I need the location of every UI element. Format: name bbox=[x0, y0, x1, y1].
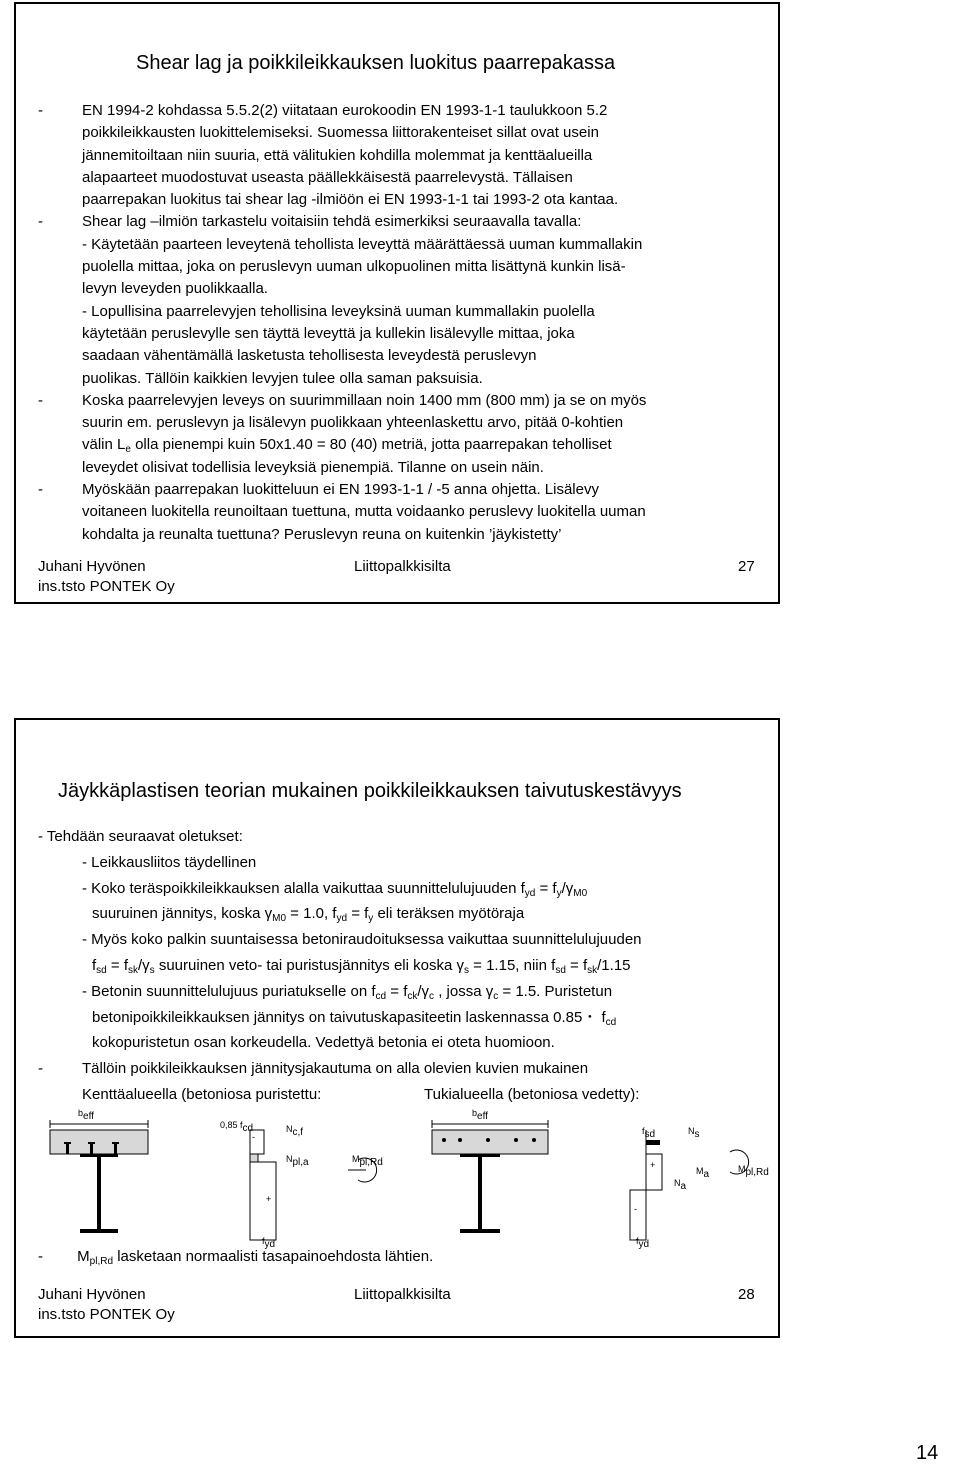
footer-topic: Liittopalkkisilta bbox=[354, 1286, 451, 1303]
beff-label: $b_{eff}$ bbox=[472, 1108, 488, 1122]
na-label: $N_a$ bbox=[674, 1178, 687, 1192]
footer-topic: Liittopalkkisilta bbox=[354, 558, 451, 575]
span-stress bbox=[250, 1130, 377, 1240]
minus-sign: - bbox=[634, 1204, 637, 1214]
bottom-flange bbox=[460, 1229, 500, 1233]
slide-28 bbox=[14, 718, 780, 1338]
text-line: - EN 1994-2 kohdassa 5.5.2(2) viitataan eurokoodin EN 1993-1-1 taulukkoon 5.2 bbox=[38, 102, 608, 119]
text-line: jännemitoiltaan niin suuria, että välitukien kohdilla molemmat ja kenttäalueilla bbox=[82, 146, 593, 164]
steel-tension bbox=[250, 1162, 276, 1240]
text-line: - Myöskään paarrepakan luokitteluun ei EN 1993-1-1 / -5 anna ohjetta. Lisälevy bbox=[38, 481, 599, 499]
slide-body bbox=[38, 824, 778, 1108]
slide-27 bbox=[14, 2, 780, 604]
mplrd-label: $M_{pl,Rd}$ bbox=[352, 1154, 383, 1168]
slide-title: Jäykkäplastisen teorian mukainen poikkileikkauksen taivutuskestävyys bbox=[58, 780, 682, 802]
steel-compression bbox=[630, 1190, 646, 1240]
rebar bbox=[532, 1138, 536, 1142]
text-line: poikkileikkausten luokittelemiseksi. Suomessa liittorakenteiset sillat ovat usein bbox=[82, 124, 599, 142]
rebar bbox=[486, 1138, 490, 1142]
text-line: välin $L_e$ olla pienempi kuin 50x1.40 = 80 (40) metriä, jotta paarrepakan teholliset bbox=[82, 436, 612, 456]
slide-title: Shear lag ja poikkileikkauksen luokitus paarrepakassa bbox=[136, 52, 616, 74]
web bbox=[97, 1157, 101, 1229]
bullet-line: - Tällöin poikkileikkauksen jännitysjakautuma on alla olevien kuvien mukainen bbox=[38, 1060, 589, 1078]
bullet-line: - Betonin suunnittelulujuus puriatukselle on $f_{cd} = f_{ck}/\gamma_c$ , jossa $\gamma_c = 1.5$. Puristetun bbox=[82, 982, 613, 1002]
bullet-line: Kenttäalueella (betoniosa puristettu: Tukialueella (betoniosa vedetty): bbox=[82, 1085, 640, 1103]
text-line: paarrepakan luokitus tai shear lag -ilmiöön ei EN 1993-1-1 tai 1993-2 ota kantaa. bbox=[82, 191, 619, 209]
plus-sign: + bbox=[266, 1194, 272, 1204]
shear-stud-head bbox=[64, 1142, 71, 1144]
text-line: - Shear lag –ilmiön tarkastelu voitaisiin tehdä esimerkiksi seuraavalla tavalla: bbox=[38, 213, 582, 231]
bullet-line: $f_{sd} = f_{sk}/\gamma_s$ suuruinen veto- tai puristusjännitys eli koska $\gamma_s = 1.15$, niin $f_{sd} = f_{sk}/1.15$ bbox=[92, 956, 631, 976]
footer-page: 28 bbox=[738, 1286, 755, 1303]
shear-stud bbox=[66, 1144, 69, 1154]
bullet-line: - Koko teräspoikkileikkauksen alalla vaikuttaa suunnittelulujuuden $f_{yd} = f_y/\gamma_{M0}$ bbox=[82, 879, 588, 899]
text-line: - Lopullisina paarrelevyjen tehollisina leveyksinä uuman kummallakin puolella bbox=[82, 302, 595, 320]
stress-distribution-diagram bbox=[40, 1108, 769, 1250]
top-flange bbox=[80, 1154, 118, 1157]
top-flange bbox=[460, 1154, 500, 1157]
slide-body bbox=[38, 100, 778, 546]
footer-author: Juhani Hyvönen bbox=[38, 1286, 146, 1303]
text-line: levyn leveyden puolikkaalla. bbox=[82, 280, 268, 298]
fyd-label: $f_{yd}$ bbox=[636, 1236, 650, 1250]
text-line: suurin em. peruslevyn ja lisälevyn puolikkaan yhteenlaskettu arvo, pitää 0-kohtien bbox=[82, 414, 624, 432]
text-line: voitaneen luokitella reunoiltaan tuettuna, mutta voidaanko peruslevy luokitella uuman bbox=[82, 503, 646, 521]
footer-page: 27 bbox=[738, 558, 755, 575]
minus-sign: - bbox=[252, 1132, 255, 1142]
bullet-line: kokopuristetun osan korkeudella. Vedettyä betonia ei oteta huomioon. bbox=[92, 1034, 555, 1052]
fyd-label: $f_{yd}$ bbox=[262, 1236, 276, 1250]
rebar-stress bbox=[646, 1140, 660, 1145]
span-section bbox=[50, 1120, 148, 1233]
plus-sign: + bbox=[650, 1160, 656, 1170]
text-line: puolikas. Tällöin kaikkien levyjen tulee olla saman paksuisia. bbox=[82, 369, 483, 387]
bullet-line: - Leikkausliitos täydellinen bbox=[82, 853, 257, 871]
text-line: - Käytetään paarteen leveytenä tehollista leveyttä määrättäessä uuman kummallakin bbox=[82, 235, 643, 253]
footer-author: Juhani Hyvönen bbox=[38, 558, 146, 575]
text-line: puolella mittaa, joka on peruslevyn uuman ulkopuolinen mitta lisättynä kunkin lisä- bbox=[82, 258, 626, 276]
concrete-slab bbox=[432, 1130, 548, 1154]
bullet-line: suuruinen jännitys, koska $\gamma_{M0} = 1.0$, $f_{yd} = f_y$ eli teräksen myötöraja bbox=[92, 905, 525, 925]
beff-label: $b_{eff}$ bbox=[78, 1108, 94, 1122]
web bbox=[478, 1157, 482, 1229]
fsd-label: $f_{sd}$ bbox=[642, 1126, 656, 1140]
ncf-label: $N_{c,f}$ bbox=[286, 1124, 304, 1138]
bullet-line: - Myös koko palkin suuntaisessa betoniraudoituksessa vaikuttaa suunnittelulujuuden bbox=[82, 931, 642, 949]
text-line: leveydet olisivat todellisia leveyksiä pienempiä. Tilanne on usein näin. bbox=[82, 458, 544, 476]
footer-company: ins.tsto PONTEK Oy bbox=[38, 578, 175, 595]
text-line: - Koska paarrelevyjen leveys on suurimmillaan noin 1400 mm (800 mm) ja se on myös bbox=[38, 391, 647, 409]
support-section bbox=[432, 1120, 548, 1233]
mplrd-label: $M_{pl,Rd}$ bbox=[738, 1164, 769, 1178]
ma-label: $M_a$ bbox=[696, 1166, 710, 1180]
support-stress bbox=[630, 1130, 749, 1240]
shear-stud-head bbox=[88, 1142, 95, 1144]
page-number: 14 bbox=[916, 1442, 939, 1464]
footer-company: ins.tsto PONTEK Oy bbox=[38, 1306, 175, 1323]
bottom-flange bbox=[80, 1229, 118, 1233]
bullet-line: betonipoikkileikkauksen jännitys on taivutuskapasiteetin laskennassa 0.85・ $f_{cd}$ bbox=[92, 1008, 617, 1028]
text-line: saadaan vähentämällä lasketusta tehollisesta leveydestä peruslevyn bbox=[82, 347, 537, 365]
text-line: alapaarteet muodostuvat useasta päällekkäisestä paarrelevystä. Tällaisen bbox=[82, 168, 573, 186]
shear-stud-head bbox=[112, 1142, 119, 1144]
shear-stud bbox=[90, 1144, 93, 1154]
bullet-line: - Tehdään seuraavat oletukset: bbox=[38, 828, 243, 845]
text-line: käytetään peruslevylle sen täyttä leveyttä ja kullekin lisälevylle mittaa, joka bbox=[82, 324, 575, 342]
npla-label: $N_{pl,a}$ bbox=[286, 1154, 309, 1168]
text-line: kohdalta ja reunalta tuettuna? Peruslevyn reuna on kuitenkin ’jäykistetty’ bbox=[82, 525, 562, 543]
shear-stud bbox=[114, 1144, 117, 1154]
rebar bbox=[514, 1138, 518, 1142]
mplrd-note: - $M_{pl,Rd}$ lasketaan normaalisti tasapainoehdosta lähtien. bbox=[38, 1248, 434, 1267]
ns-label: $N_s$ bbox=[688, 1126, 700, 1140]
rebar bbox=[458, 1138, 462, 1142]
rebar bbox=[442, 1138, 446, 1142]
steel-compression bbox=[250, 1154, 258, 1162]
concrete-stress-label: 0,85 $f_{cd}$ bbox=[220, 1120, 254, 1134]
